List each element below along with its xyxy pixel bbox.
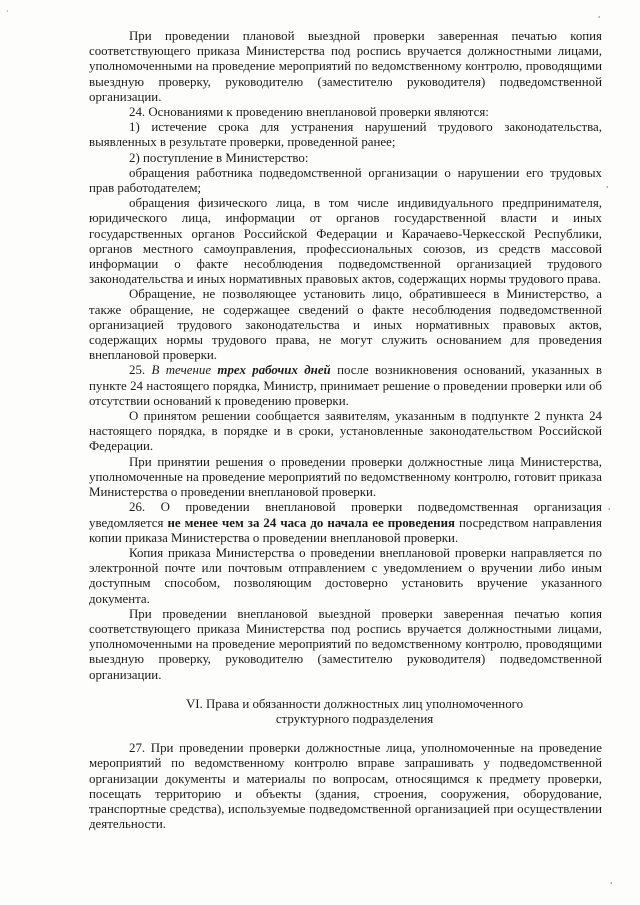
paragraph: Копия приказа Министерства о проведении внеплановой проверки направляется по электронной почте или почтовым отправлением с уведомлением о вручении либо иным доступным способом, позволяющим достоверно установить вручение указанного документа. (89, 545, 602, 606)
scan-speck: · (6, 7, 9, 16)
emphasis-bold: не менее чем за 24 часа до начала ее проведения (167, 515, 455, 530)
paragraph-item-26 (89, 500, 602, 546)
spacer (89, 683, 602, 697)
section-heading (89, 697, 602, 727)
emphasis-bold-italic: трех рабочих дней (217, 363, 331, 378)
paragraph: При принятии решения о проведении проверки должностные лица Министерства, уполномоченные на проведение мероприятий по ведомственному контролю, готовит приказа Министерства о проведении внеплановой проверки. (89, 454, 602, 500)
paragraph-text: после возникновения оснований, указанных в пункте 24 настоящего порядка, Министр, принимает решение о проведении проверки или об отсутствии оснований к проведению проверки. (89, 363, 602, 408)
scan-speck: ' (610, 881, 613, 890)
item-number: 25. (129, 363, 152, 378)
paragraph-text: 26. О проведении внеплановой проверки подведомственная организация уведомляется (89, 500, 602, 530)
paragraph: 1) истечение срока для устранения нарушений трудового законодательства, выявленных в результате проверки, проведенной ранее; (89, 120, 602, 150)
scan-speck: ' (598, 15, 601, 24)
paragraph-item-27: 27. При проведении проверки должностные лица, уполномоченные на проведение мероприятий по ведомственному контролю вправе запрашивать у подведомственной организации документы и материалы по вопросам, относящимся к предмету проверки, посещать территорию и объекты (здания, строения, сооружения, оборудование, транспортные средства), используемые подведомственной организацией при осуществлении деятельности. (89, 741, 602, 832)
spacer (89, 727, 602, 741)
paragraph: обращения физического лица, в том числе индивидуального предпринимателя, юридического лица, информации от органов государственной власти и иных государственных органов Российской Федерации и Карачаево-Черкесской Республики, органов местного самоуправления, профессиональных союзов, из средств массовой информации о факте несоблюдения подведомственной организацией трудового законодательства и иных нормативных правовых актов, содержащих нормы трудового права. (89, 196, 602, 287)
section-heading-line: VI. Права и обязанности должностных лиц уполномоченного (185, 696, 524, 711)
paragraph: При проведении внеплановой выездной проверки заверенная печатью копия соответствующего приказа Министерства под роспись вручается должностными лицами, уполномоченными на проведение мероприятий по ведомственному контролю, проводящими выездную проверку, руководителю (заместителю руководителя) подведомственной организации. (89, 606, 602, 682)
emphasis-italic: В течение (151, 363, 218, 378)
paragraph: Обращение, не позволяющее установить лицо, обратившееся в Министерство, а также обращение, не содержащее сведений о факте несоблюдения подведомственной организацией трудового законодательства и иных нормативных правовых актов, содержащих нормы трудового права, не могут служить основанием для проведения внеплановой проверки. (89, 287, 602, 363)
paragraph: О принятом решении сообщается заявителям, указанным в подпункте 2 пункта 24 настоящего порядка, в порядке и в сроки, установленные законодательством Российской Федерации. (89, 409, 602, 454)
scan-speck: ' (606, 185, 609, 194)
paragraph: При проведении плановой выездной проверки заверенная печатью копия соответствующего приказа Министерства под роспись вручается должностными лицами, уполномоченными на проведение мероприятий по ведомственному контролю, проводящими выездную проверку, руководителю (заместителю руководителя) подведомственной организации. (89, 29, 602, 104)
paragraph-item-25 (89, 363, 602, 409)
paragraph-item-24: 24. Основаниями к проведению внеплановой проверки являются: (129, 105, 489, 120)
paragraph-text: посредством направления копии приказа Министерства о проведении внеплановой проверки. (89, 515, 602, 545)
document-body (89, 29, 602, 832)
paragraph: 2) поступление в Министерство: (129, 150, 309, 165)
scan-speck: ' (608, 507, 611, 516)
section-heading-line: структурного подразделения (275, 711, 434, 726)
paragraph: обращения работника подведомственной организации о нарушении его трудовых прав работодателем; (89, 165, 602, 196)
